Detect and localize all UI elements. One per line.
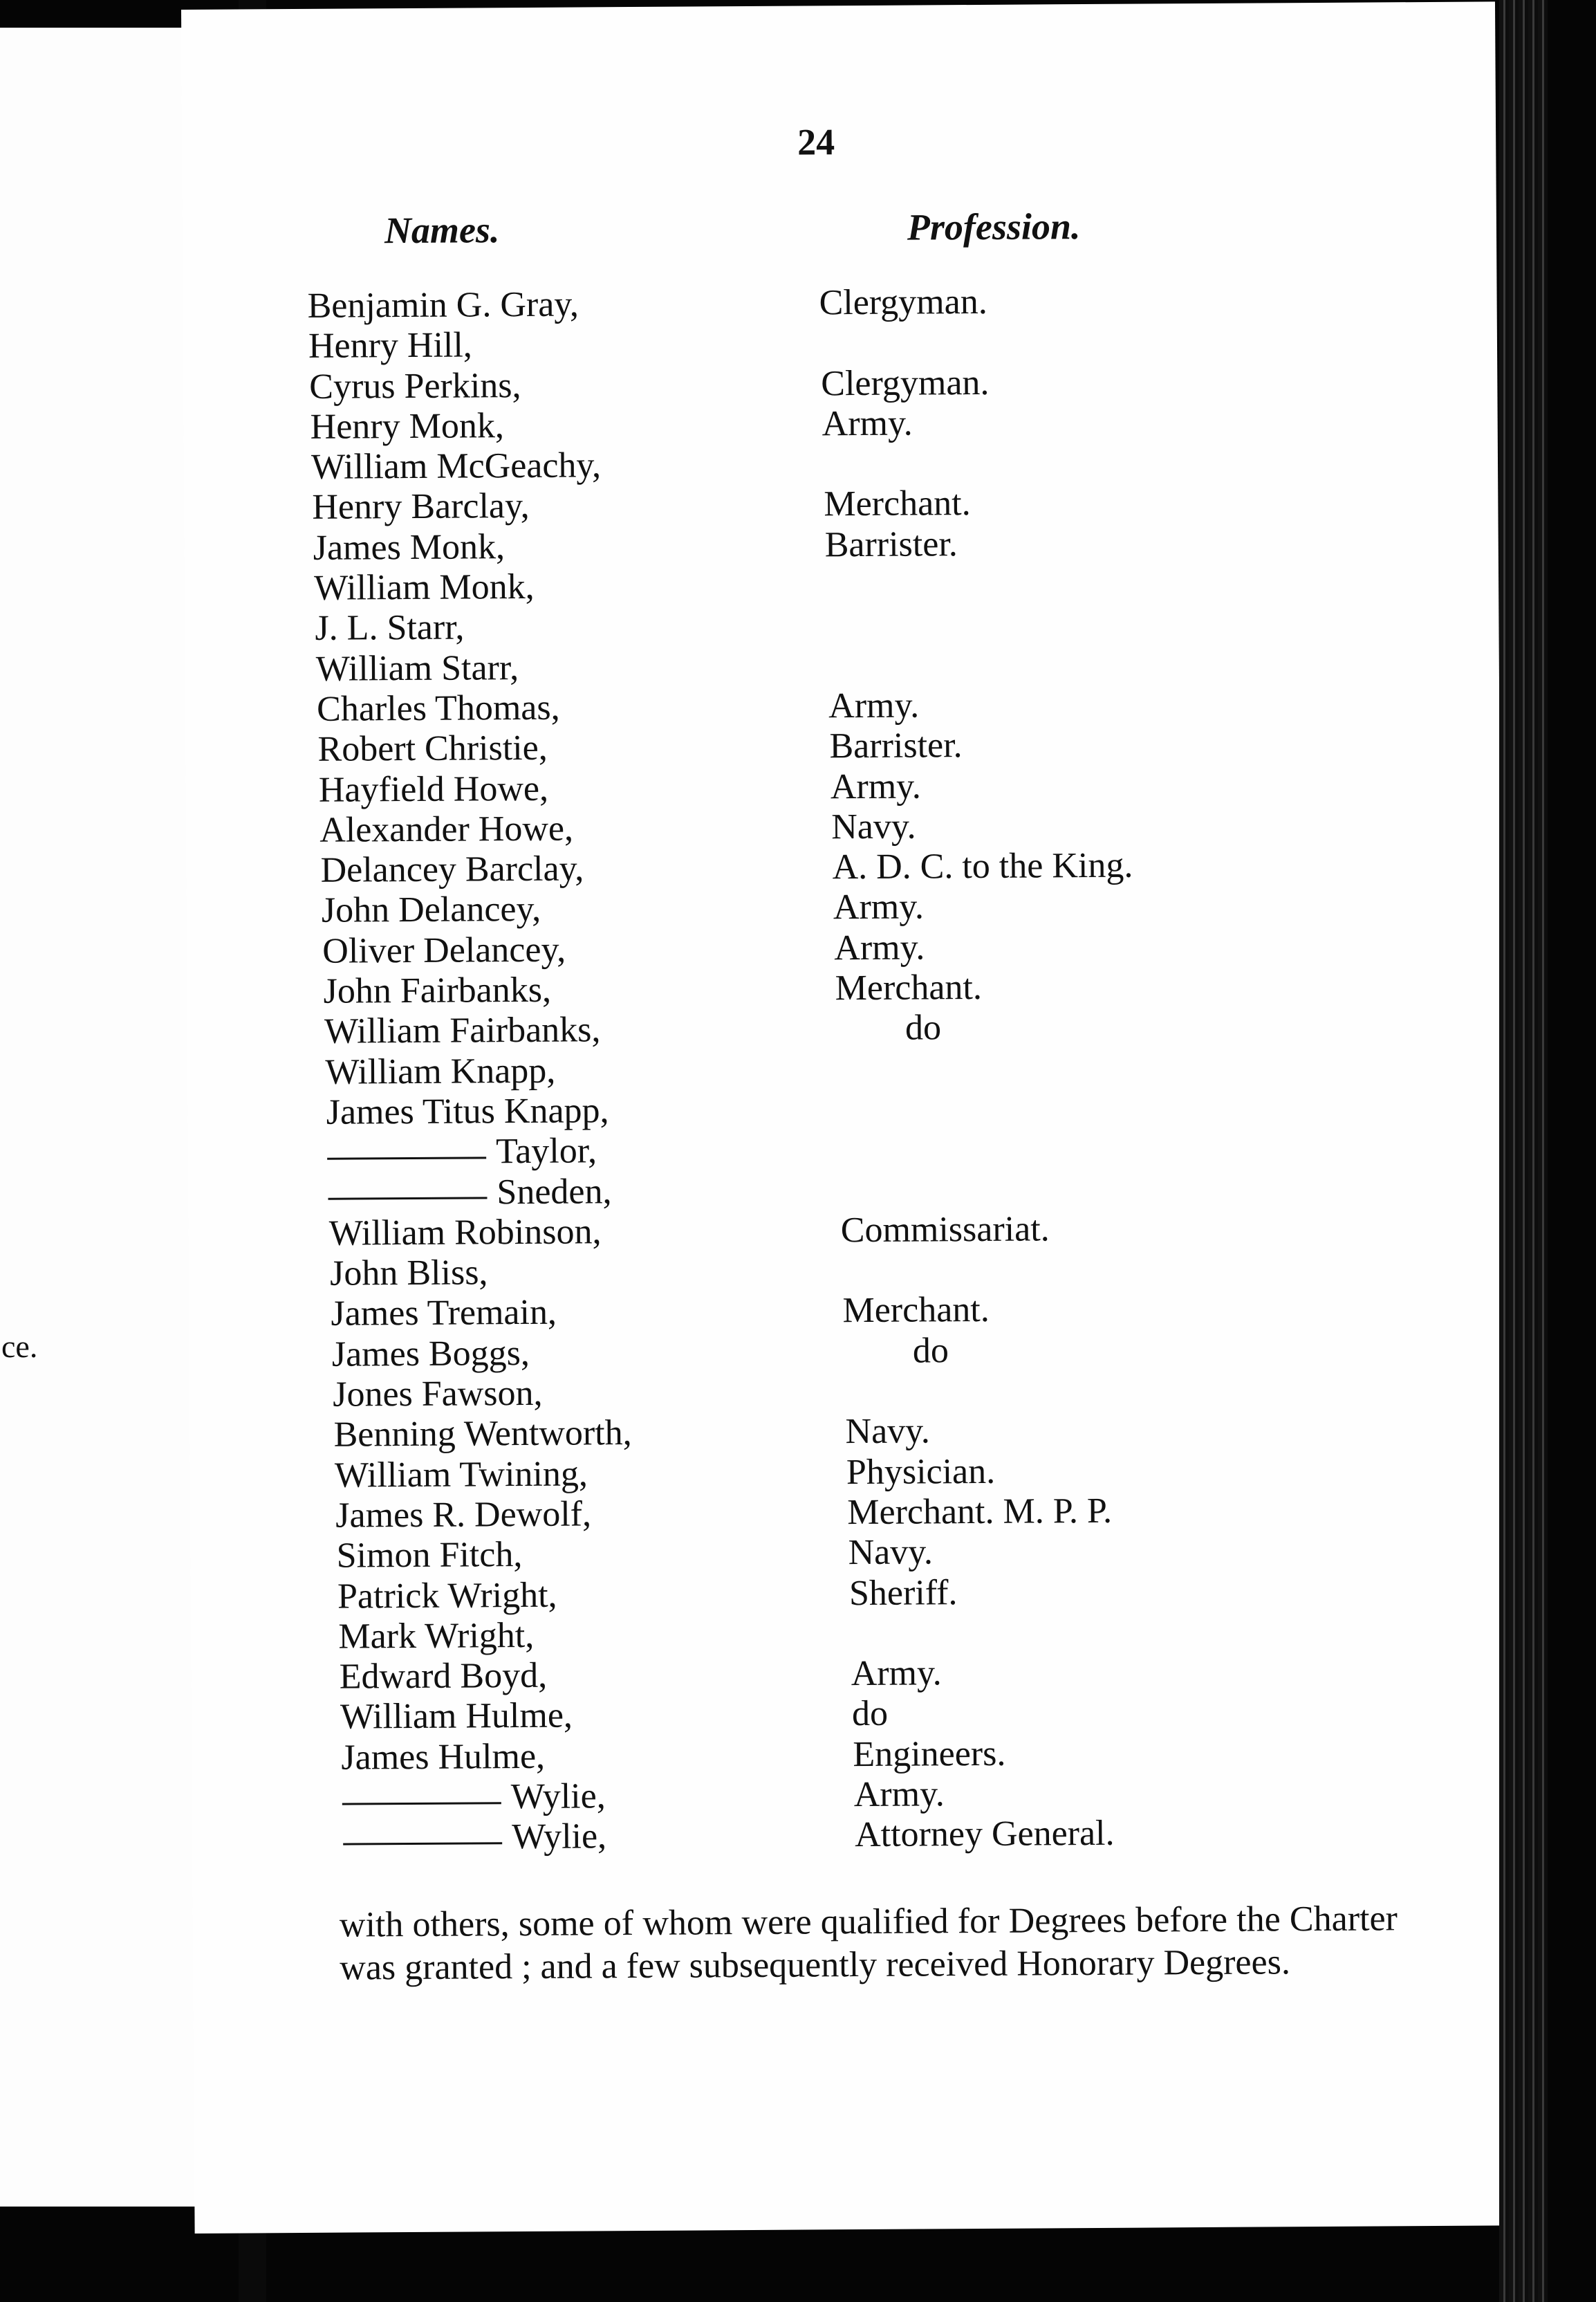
person-name-text: Alexander Howe,	[319, 809, 574, 850]
list-item	[322, 924, 1452, 971]
list-item	[342, 1771, 1458, 1818]
list-item	[313, 521, 1450, 568]
closing-paragraph: with others, some of whom were qualified for Degrees before the Charter was granted ; and a few subsequently received Honorary Degrees.	[339, 1899, 1398, 1988]
list-item	[308, 319, 1449, 366]
person-name-text: Sneden,	[497, 1171, 612, 1212]
profession: Attorney General.	[854, 1814, 1115, 1855]
list-item	[338, 1610, 1456, 1657]
person-name	[343, 1816, 606, 1859]
person-name	[340, 1655, 548, 1697]
list-item	[312, 480, 1449, 527]
person-name	[314, 567, 535, 609]
person-name-text: Wylie,	[510, 1776, 606, 1817]
list-item	[336, 1529, 1456, 1576]
list-item	[325, 1044, 1453, 1092]
person-name-text: John Fairbanks,	[323, 970, 552, 1011]
name-omission-dash	[342, 1802, 501, 1805]
list-item	[316, 641, 1451, 688]
person-name-text: Robert Christie,	[317, 728, 548, 770]
person-name	[340, 1695, 573, 1738]
profession: do	[904, 1008, 942, 1048]
list-item	[335, 1489, 1456, 1536]
person-name	[333, 1373, 543, 1415]
list-item	[311, 440, 1449, 487]
person-name-text: William Monk,	[313, 567, 535, 608]
person-name	[337, 1574, 557, 1617]
list-item	[340, 1690, 1457, 1737]
person-name-text: William Robinson,	[328, 1212, 602, 1253]
person-name-text: Oliver Delancey,	[322, 930, 566, 971]
list-item	[340, 1650, 1457, 1697]
list-item	[333, 1368, 1455, 1415]
person-name	[310, 405, 505, 448]
person-name-text: Henry Barclay,	[312, 486, 530, 528]
person-name-text: Edward Boyd,	[339, 1655, 548, 1697]
person-name	[323, 970, 551, 1012]
profession: Army.	[853, 1774, 945, 1815]
person-name-text: Hayfield Howe,	[318, 768, 549, 810]
person-name	[319, 768, 548, 810]
profession: Army.	[851, 1653, 942, 1694]
list-item	[337, 1569, 1456, 1616]
profession: Sheriff.	[848, 1572, 958, 1613]
person-name-text: Charles Thomas,	[317, 688, 560, 729]
person-name-text: William Hulme,	[340, 1695, 573, 1738]
person-name	[317, 728, 548, 770]
person-name	[307, 284, 579, 326]
list-item	[322, 883, 1452, 930]
list-item	[326, 1085, 1454, 1132]
profession: Army.	[822, 403, 913, 444]
person-name	[313, 526, 505, 569]
list-item	[330, 1246, 1454, 1293]
person-name	[316, 647, 519, 690]
list-item	[317, 722, 1451, 769]
person-name-text: Jones Fawson,	[333, 1373, 543, 1415]
person-name	[311, 445, 601, 488]
person-name-text: Henry Hill,	[308, 325, 472, 367]
person-name-text: James R. Dewolf,	[335, 1494, 592, 1536]
person-name	[333, 1412, 631, 1455]
list-item	[309, 359, 1449, 406]
list-item	[310, 400, 1449, 447]
name-omission-dash	[327, 1157, 486, 1159]
person-name	[342, 1776, 606, 1818]
list-item	[319, 803, 1451, 850]
person-name-text: Patrick Wright,	[337, 1575, 557, 1617]
profession: Merchant.	[842, 1290, 990, 1331]
graduate-list	[307, 279, 1458, 1859]
person-name	[317, 688, 560, 730]
person-name	[338, 1615, 534, 1657]
person-name	[336, 1534, 522, 1576]
profession: Barrister.	[829, 726, 963, 766]
person-name-text: William Twining,	[334, 1454, 588, 1495]
person-name-text: Delancey Barclay,	[320, 849, 584, 890]
list-item	[317, 682, 1451, 729]
person-name-text: Taylor,	[495, 1131, 597, 1172]
list-item	[320, 843, 1451, 890]
person-name	[335, 1453, 588, 1495]
profession: Army.	[828, 685, 920, 726]
profession: A. D. C. to the King.	[832, 845, 1133, 887]
person-name	[331, 1292, 557, 1334]
profession: do	[851, 1694, 889, 1734]
person-name-text: James Titus Knapp,	[326, 1091, 609, 1132]
person-name-text: James Tremain,	[331, 1293, 557, 1334]
list-item	[307, 279, 1448, 326]
profession: Navy.	[831, 807, 916, 847]
person-name-text: Simon Fitch,	[336, 1535, 523, 1576]
person-name	[325, 1050, 555, 1092]
person-name	[324, 1010, 601, 1052]
list-item	[315, 601, 1450, 648]
person-name	[326, 1090, 609, 1132]
person-name-text: William Fairbanks,	[324, 1010, 601, 1052]
person-name-text: William Knapp,	[325, 1051, 556, 1092]
person-name	[312, 486, 530, 528]
person-name	[322, 889, 541, 931]
person-name	[328, 1171, 611, 1214]
list-item	[331, 1287, 1454, 1334]
book-page	[181, 1, 1509, 2234]
person-name	[330, 1252, 488, 1293]
page-edge	[1499, 0, 1548, 2302]
profession: Navy.	[848, 1532, 934, 1573]
name-omission-dash	[343, 1842, 502, 1845]
person-name-text: John Delancey,	[321, 890, 541, 931]
person-name-text: John Bliss,	[329, 1253, 488, 1293]
person-name	[320, 849, 584, 891]
person-name-text: James Boggs,	[331, 1333, 530, 1374]
list-item	[327, 1125, 1454, 1172]
person-name-text: William McGeachy,	[310, 445, 602, 488]
profession: Barrister.	[824, 524, 958, 565]
profession: Navy.	[845, 1411, 931, 1452]
page-number: 24	[797, 121, 835, 163]
person-name-text: Mark Wright,	[338, 1615, 535, 1657]
person-name	[322, 929, 566, 971]
profession: Army.	[834, 928, 925, 968]
names-column-header: Names.	[384, 209, 500, 252]
person-name	[315, 607, 464, 649]
list-item	[333, 1408, 1455, 1455]
person-name	[327, 1131, 597, 1173]
profession: Clergyman.	[819, 282, 987, 323]
profession: Physician.	[846, 1451, 996, 1492]
profession: Engineers.	[853, 1733, 1006, 1774]
list-item	[319, 762, 1451, 809]
list-item	[343, 1811, 1458, 1858]
list-item	[328, 1166, 1454, 1213]
person-name	[335, 1493, 591, 1536]
list-item	[335, 1448, 1456, 1495]
profession-column-header: Profession.	[907, 205, 1081, 248]
profession: Merchant. M. P. P.	[847, 1491, 1113, 1533]
person-name	[329, 1211, 602, 1253]
profession: do	[912, 1330, 949, 1371]
left-page-text-fragment: ce.	[1, 1329, 38, 1364]
list-item	[323, 964, 1452, 1011]
person-name-text: J. L. Starr,	[315, 607, 465, 649]
list-item	[332, 1327, 1455, 1374]
person-name	[341, 1736, 545, 1778]
profession: Clergyman.	[821, 362, 990, 403]
list-item	[341, 1730, 1457, 1777]
person-name-text: Wylie,	[511, 1816, 607, 1857]
person-name-text: Henry Monk,	[310, 406, 505, 447]
profession: Merchant.	[835, 968, 983, 1009]
person-name-text: James Hulme,	[341, 1736, 546, 1778]
profession: Merchant.	[824, 484, 971, 524]
profession: Army.	[830, 766, 922, 807]
person-name-text: James Monk,	[313, 526, 505, 568]
profession: Commissariat.	[840, 1209, 1050, 1251]
person-name	[332, 1333, 530, 1375]
person-name-text: William Starr,	[315, 647, 519, 689]
person-name-text: Benning Wentworth,	[333, 1413, 632, 1455]
person-name	[308, 325, 472, 367]
list-item	[329, 1206, 1454, 1253]
person-name	[309, 365, 521, 407]
list-item	[324, 1004, 1453, 1051]
profession: Army.	[833, 887, 925, 928]
person-name	[319, 808, 573, 850]
name-omission-dash	[328, 1197, 487, 1199]
list-item	[314, 561, 1450, 608]
person-name-text: Benjamin G. Gray,	[307, 284, 579, 326]
person-name-text: Cyrus Perkins,	[309, 365, 521, 407]
